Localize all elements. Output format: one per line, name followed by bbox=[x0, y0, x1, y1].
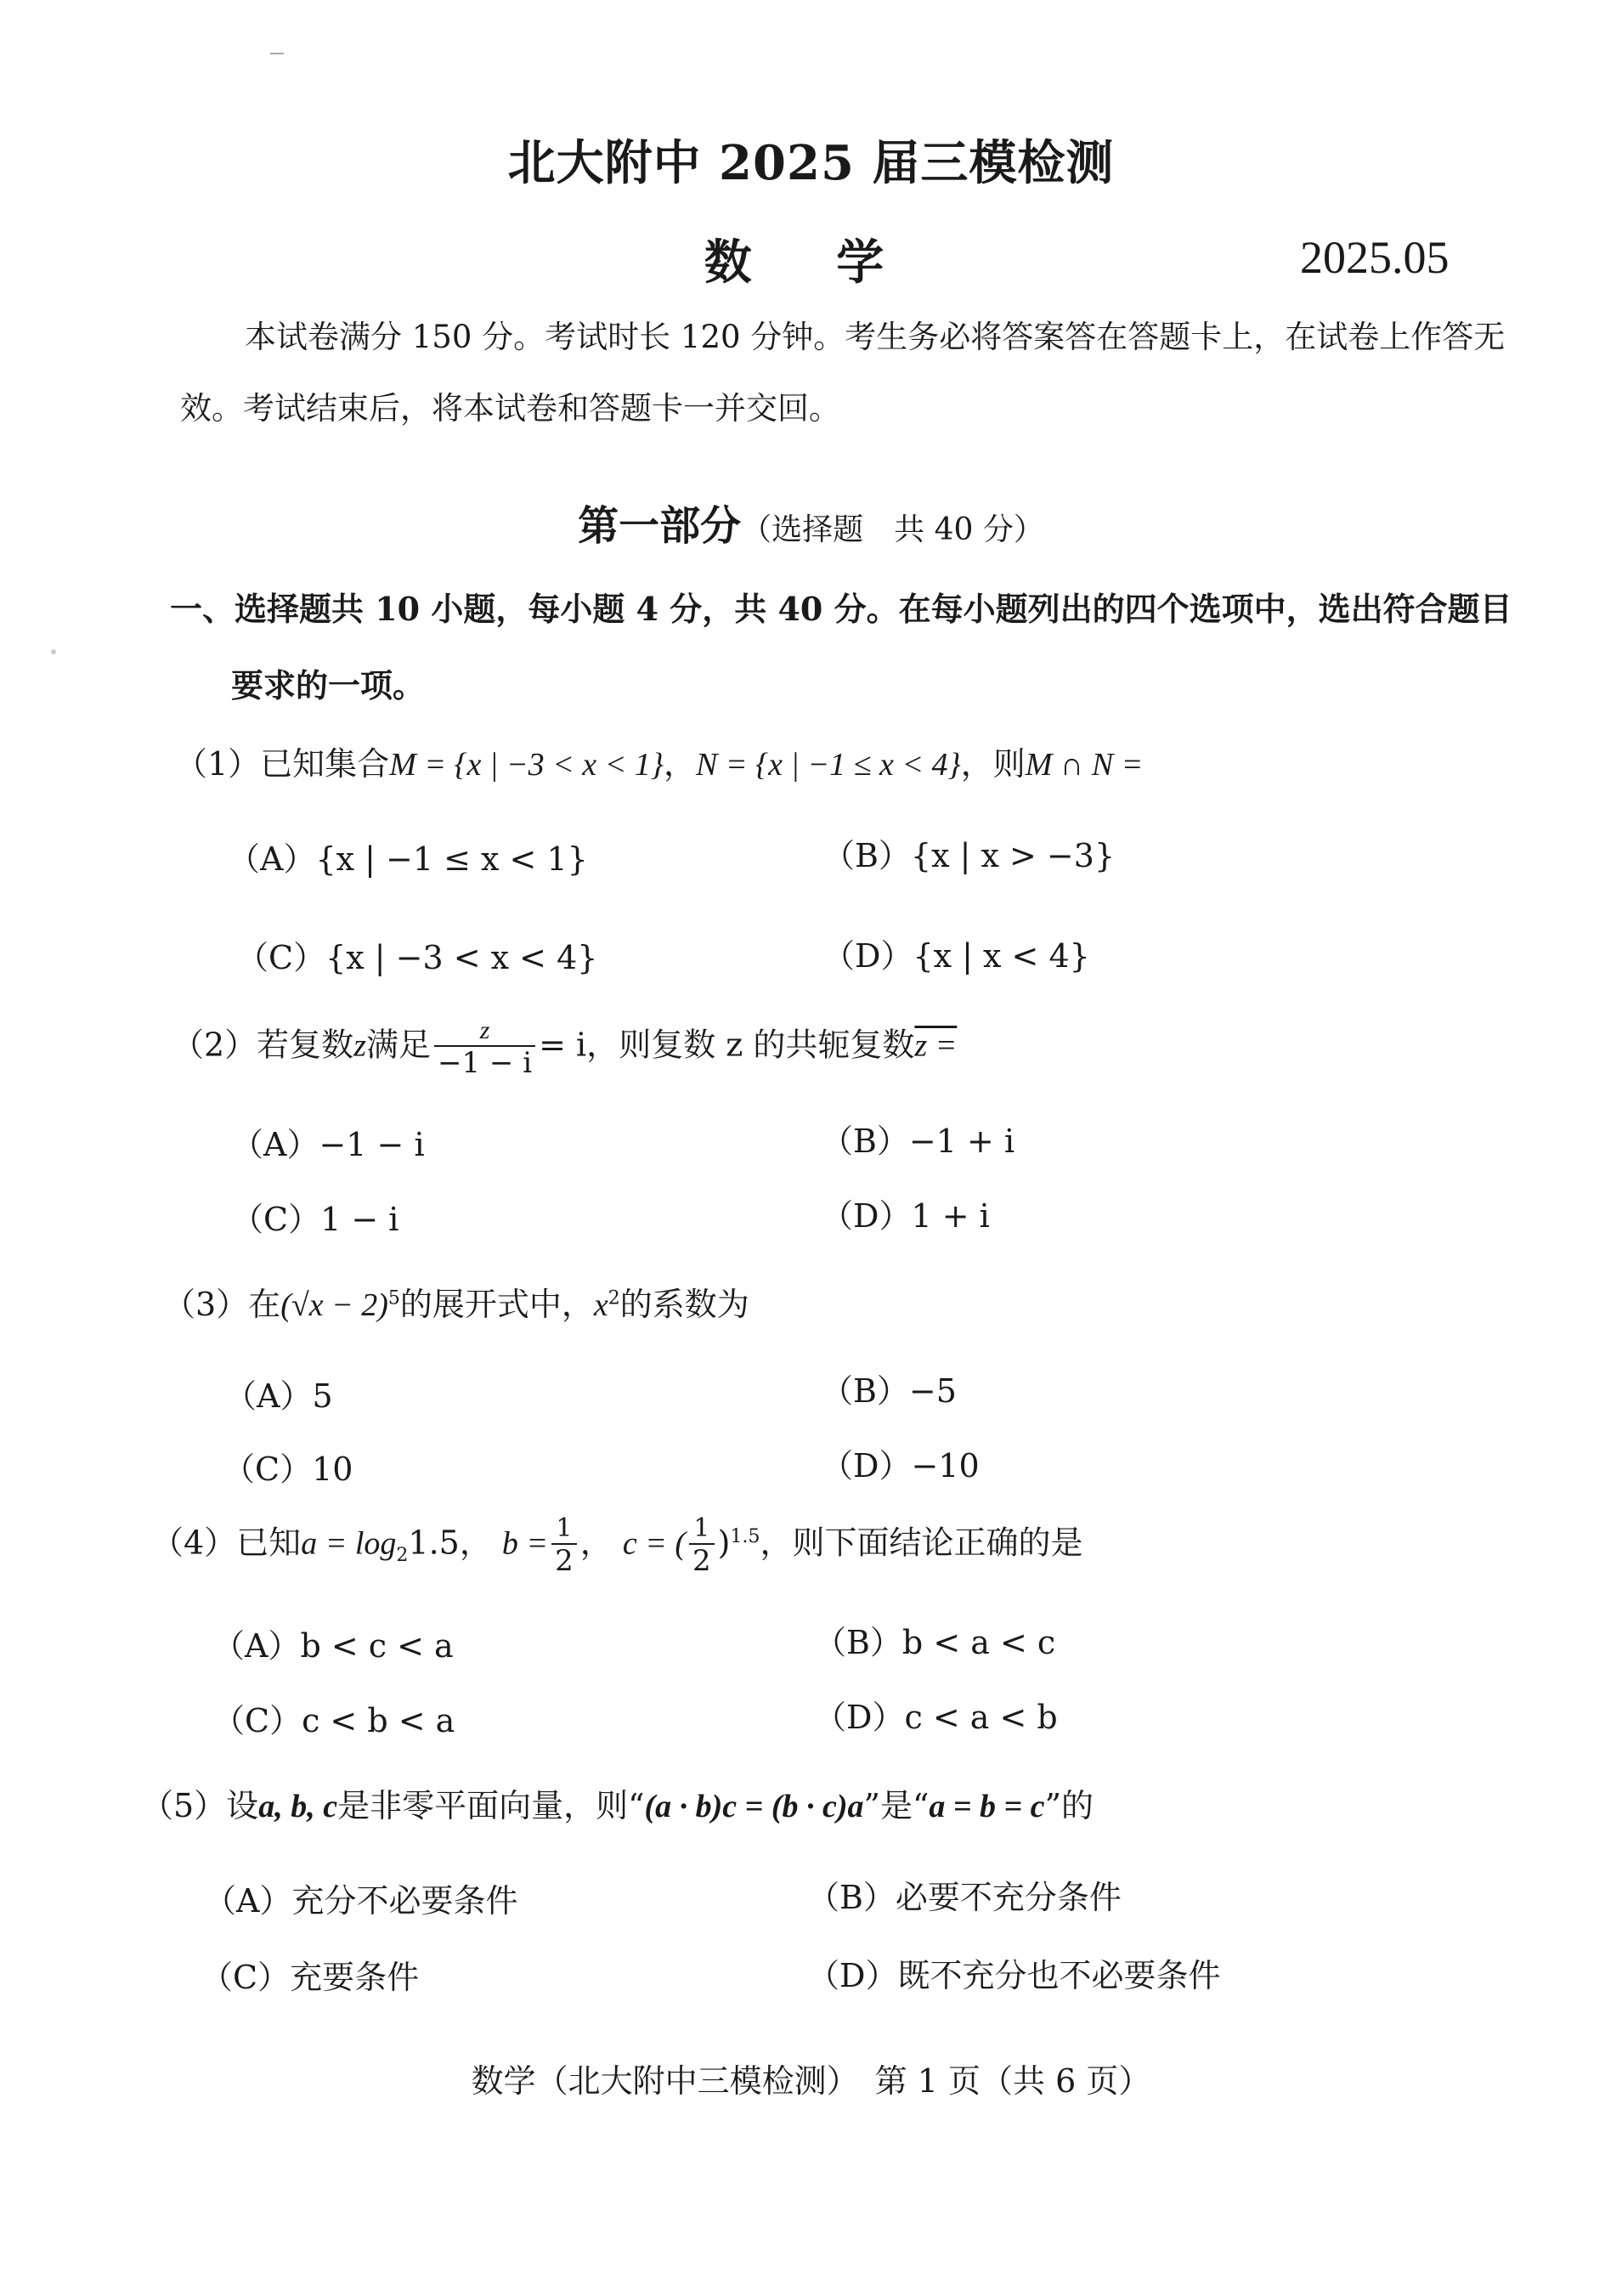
q5-option-c[interactable]: （C）充要条件 bbox=[201, 1959, 420, 1996]
exam-title: 北大附中 2025 届三模检测 bbox=[507, 135, 1115, 191]
q5-vars: a, b, c bbox=[258, 1789, 338, 1824]
q4-option-b[interactable]: （B）b < a < c bbox=[814, 1624, 1056, 1661]
q5-label: （5）设 bbox=[141, 1787, 259, 1824]
q2-eq: = i， bbox=[539, 1026, 619, 1064]
q4-label: （4）已知 bbox=[151, 1524, 302, 1562]
q5-mid2: ”是“ bbox=[863, 1787, 930, 1824]
q4-b-fraction bbox=[551, 1514, 577, 1577]
q2-fraction bbox=[434, 1016, 535, 1079]
q5-cond-2: a = b = c bbox=[929, 1789, 1045, 1824]
q4-a: a = log bbox=[301, 1525, 397, 1562]
q4-c-close: ) bbox=[717, 1524, 731, 1562]
q4-c-den: 2 bbox=[689, 1543, 715, 1577]
q4-option-c[interactable]: （C）c < b < a bbox=[212, 1702, 455, 1739]
q4-a-val: 1.5， bbox=[408, 1524, 492, 1562]
q4-c-num: 1 bbox=[693, 1513, 710, 1543]
scan-mark bbox=[270, 53, 284, 54]
question-3 bbox=[163, 1278, 749, 1325]
page-footer: 数学（北大附中三模检测） 第 1 页（共 6 页） bbox=[471, 2062, 1151, 2100]
q2-satisfy: 满足 bbox=[365, 1026, 431, 1064]
q5-option-b[interactable]: （B）必要不充分条件 bbox=[807, 1879, 1122, 1916]
q1-ask: M ∩ N = bbox=[1025, 747, 1144, 783]
q2-frac-num: z bbox=[479, 1016, 490, 1044]
q5-option-a[interactable]: （A）充分不必要条件 bbox=[204, 1882, 518, 1920]
q2-option-b[interactable]: （B）−1 + i bbox=[821, 1123, 1015, 1160]
q3-expr: (√x − 2) bbox=[280, 1287, 388, 1323]
q1-label: （1）已知集合 bbox=[175, 745, 390, 783]
q5-cond-1: (a · b)c = (b · c)a bbox=[644, 1789, 864, 1824]
q2-zbar: z = bbox=[914, 1027, 958, 1064]
scan-speck bbox=[51, 649, 56, 654]
q5-tail: ”的 bbox=[1044, 1787, 1094, 1824]
q4-option-a[interactable]: （A）b < c < a bbox=[212, 1627, 454, 1665]
q2-frac-den: −1 − i bbox=[434, 1045, 535, 1079]
q1-option-b[interactable]: （B）{x | x > −3} bbox=[822, 837, 1116, 874]
q2-rest: 则复数 z 的共轭复数 bbox=[619, 1026, 915, 1064]
q3-x: x bbox=[593, 1287, 608, 1323]
part-intro-line-2: 要求的一项。 bbox=[231, 666, 426, 704]
q4-c-power: 1.5 bbox=[730, 1525, 760, 1547]
question-5 bbox=[141, 1779, 1094, 1826]
q5-option-d[interactable]: （D）既不充分也不必要条件 bbox=[807, 1957, 1221, 1994]
q4-option-d[interactable]: （D）c < a < b bbox=[814, 1699, 1058, 1736]
question-2 bbox=[172, 1016, 957, 1079]
q3-power: 5 bbox=[387, 1287, 400, 1309]
exam-date: 2025.05 bbox=[1300, 232, 1450, 283]
subject-title: 数 学 bbox=[704, 235, 918, 291]
q2-option-d[interactable]: （D）1 + i bbox=[821, 1197, 990, 1235]
q2-option-a[interactable]: （A）−1 − i bbox=[231, 1126, 425, 1163]
question-1: （1）已知集合M = {x | −3 < x < 1}，N = {x | −1 ≤ x < 4}，则M ∩ N = bbox=[175, 745, 1144, 783]
q3-x-power: 2 bbox=[608, 1287, 620, 1309]
q3-tail: 的系数为 bbox=[619, 1286, 749, 1323]
q4-tail: ，则下面结论正确的是 bbox=[760, 1524, 1083, 1562]
q3-option-b[interactable]: （B）−5 bbox=[821, 1372, 957, 1410]
q2-var-z: z bbox=[353, 1027, 366, 1064]
q2-option-c[interactable]: （C）1 − i bbox=[231, 1201, 399, 1238]
question-4 bbox=[151, 1514, 1082, 1577]
part-intro-line-1: 一、选择题共 10 小题，每小题 4 分，共 40 分。在每小题列出的四个选项中，选出符合题目 bbox=[170, 590, 1512, 628]
q1-set-n: N = {x | −1 ≤ x < 4} bbox=[696, 747, 961, 783]
q3-label: （3）在 bbox=[163, 1286, 281, 1323]
q1-option-d[interactable]: （D）{x | x < 4} bbox=[822, 937, 1090, 975]
instructions-line-1: 本试卷满分 150 分。考试时长 120 分钟。考生务必将答案答在答题卡上，在试卷上作答无 bbox=[245, 319, 1506, 355]
q3-option-c[interactable]: （C）10 bbox=[223, 1451, 353, 1488]
q3-option-a[interactable]: （A）5 bbox=[224, 1377, 333, 1415]
q1-option-c[interactable]: （C）{x | −3 < x < 4} bbox=[236, 939, 598, 976]
q4-b-den: 2 bbox=[551, 1543, 577, 1577]
q2-label: （2）若复数 bbox=[172, 1026, 354, 1064]
q4-b-num: 1 bbox=[556, 1513, 573, 1543]
q3-mid: 的展开式中， bbox=[399, 1286, 594, 1323]
q4-b: b = bbox=[501, 1525, 549, 1562]
q4-c-fraction bbox=[689, 1514, 715, 1577]
q1-set-m: M = {x | −3 < x < 1} bbox=[389, 747, 664, 783]
q4-sep: ， bbox=[579, 1524, 613, 1562]
q1-option-a[interactable]: （A）{x | −1 ≤ x < 1} bbox=[228, 840, 588, 878]
q4-a-base: 2 bbox=[396, 1545, 409, 1567]
section-note: （选择题 共 40 分） bbox=[741, 512, 1044, 547]
q4-c: c = ( bbox=[622, 1525, 686, 1562]
q5-mid: 是非零平面向量，则“ bbox=[337, 1787, 645, 1824]
q1-then: 则 bbox=[992, 745, 1026, 783]
section-heading bbox=[0, 493, 1622, 551]
q3-option-d[interactable]: （D）−10 bbox=[821, 1447, 980, 1484]
instructions-line-2: 效。考试结束后，将本试卷和答题卡一并交回。 bbox=[180, 390, 840, 427]
section-title: 第一部分 bbox=[578, 502, 742, 550]
